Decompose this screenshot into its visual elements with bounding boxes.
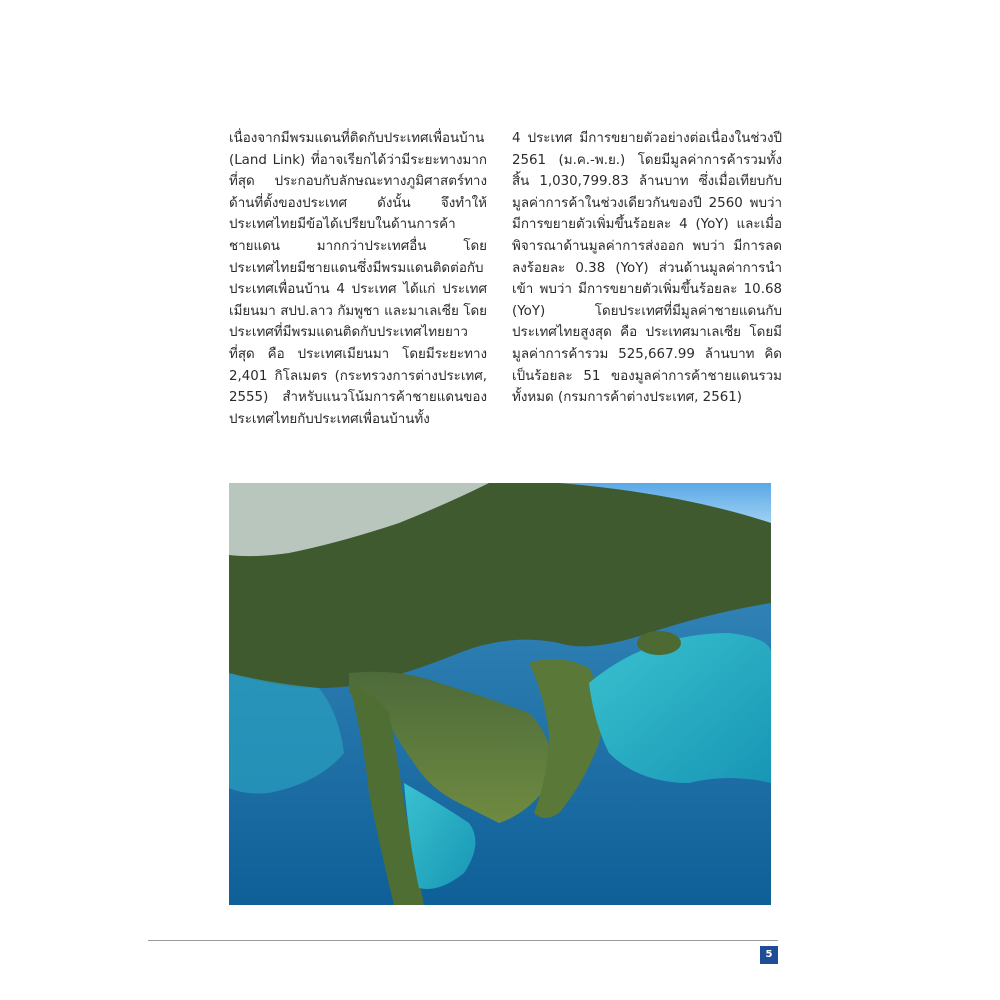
footer-divider	[148, 940, 778, 941]
text-column-right	[512, 128, 782, 409]
paragraph-left: เนื่องจากมีพรมแดนที่ติดกับประเทศเพื่อนบ้าน (Land Link) ที่อาจเรียกได้ว่ามีระยะทางมากที่สุด ประกอบกับลักษณะทางภูมิศาสตร์ทางด้านที่ตั้งของประเทศ ดังนั้น จึงทำให้ประเทศไทยมีข้อได้เปรียบในด้านการค้าชายแดน มากกว่าประเทศอื่น โดยประเทศไทยมีชายแดนซึ่งมีพรมแดนติดต่อกับประเทศเพื่อนบ้าน 4 ประเทศ ได้แก่ ประเทศเมียนมา สปป.ลาว กัมพูชา และมาเลเซีย โดยประเทศที่มีพรมแดนติดกับประเทศไทยยาวที่สุด คือ ประเทศเมียนมา โดยมีระยะทาง 2,401 กิโลเมตร (กระทรวงการต่างประเทศ, 2555) สำหรับแนวโน้มการค้าชายแดนของประเทศไทยกับประเทศเพื่อนบ้านทั้ง	[229, 131, 487, 427]
text-column-left	[229, 128, 487, 430]
satellite-map-image	[229, 483, 771, 905]
page-number-badge: 5	[760, 946, 778, 964]
satellite-map-illustration	[229, 483, 771, 905]
paragraph-right: 4 ประเทศ มีการขยายตัวอย่างต่อเนื่องในช่วงปี 2561 (ม.ค.-พ.ย.) โดยมีมูลค่าการค้ารวมทั้งสิ้น 1,030,799.83 ล้านบาท ซึ่งเมื่อเทียบกับมูลค่าการค้าในช่วงเดียวกันของปี 2560 พบว่า มีการขยายตัวเพิ่มขึ้นร้อยละ 4 (YoY) และเมื่อพิจารณาด้านมูลค่าการส่งออก พบว่า มีการลดลงร้อยละ 0.38 (YoY) ส่วนด้านมูลค่าการนำเข้า พบว่า มีการขยายตัวเพิ่มขึ้นร้อยละ 10.68 (YoY) โดยประเทศที่มีมูลค่าชายแดนกับประเทศไทยสูงสุด คือ ประเทศมาเลเซีย โดยมีมูลค่าการค้ารวม 525,667.99 ล้านบาท คิดเป็นร้อยละ 51 ของมูลค่าการค้าชายแดนรวมทั้งหมด (กรมการค้าต่างประเทศ, 2561)	[512, 131, 782, 406]
